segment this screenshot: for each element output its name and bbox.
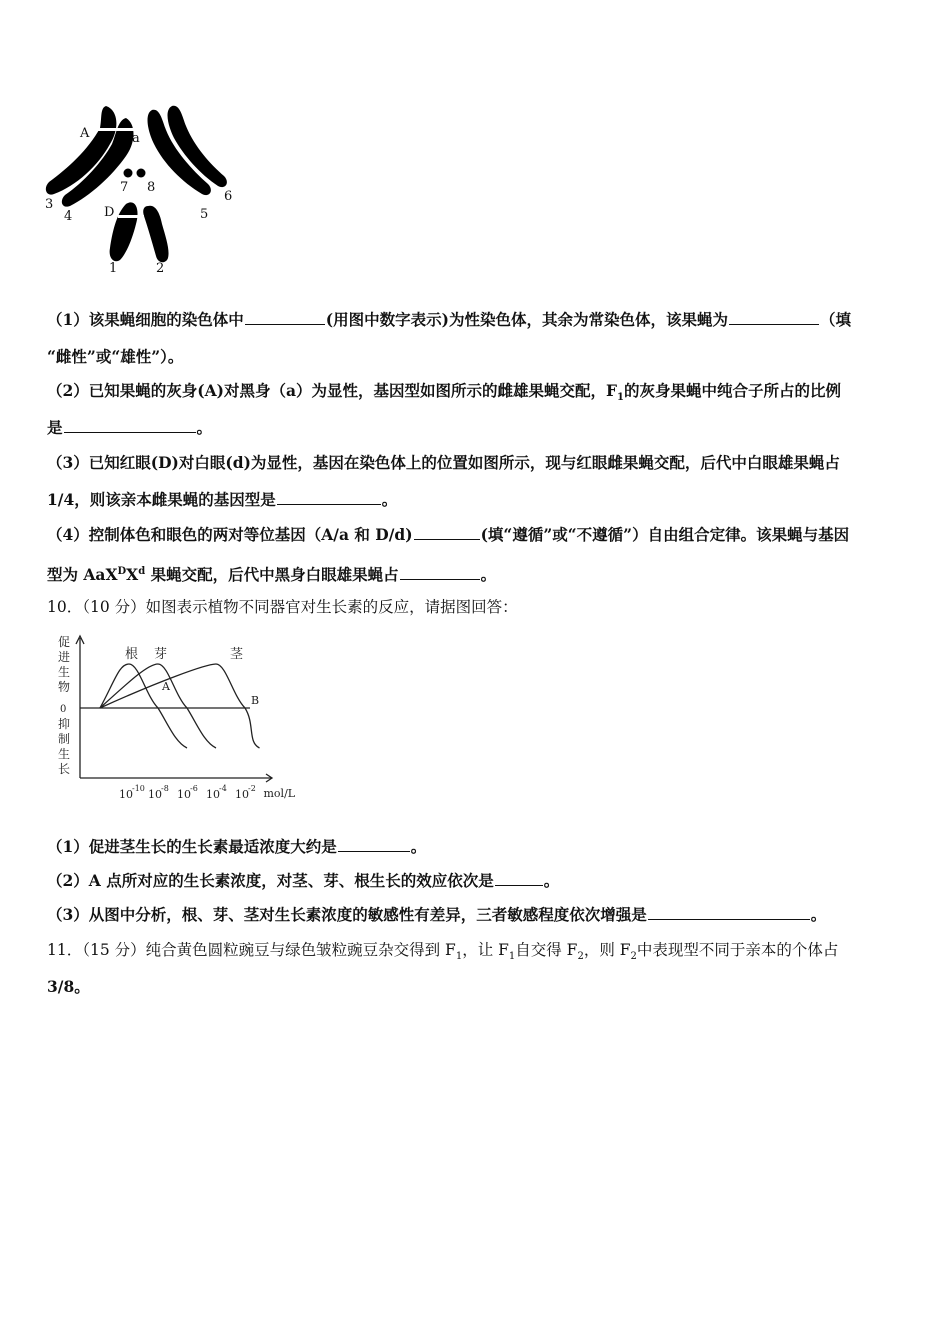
y-label-zero: 0 — [60, 704, 67, 715]
answer-blank[interactable] — [648, 904, 810, 920]
label-8: 8 — [147, 180, 156, 195]
y-label-inhibit-char: 生 — [58, 747, 71, 761]
q10-q2: （2）A 点所对应的生长素浓度，对茎、芽、根生长的效应依次是 。 — [47, 871, 560, 890]
label-D: D — [104, 205, 115, 220]
annotation-A: A — [162, 680, 170, 693]
y-label-promote-char: 生 — [58, 665, 71, 679]
series-label-bud: 芽 — [154, 647, 168, 662]
answer-blank[interactable] — [245, 309, 325, 325]
answer-blank[interactable] — [400, 564, 480, 580]
q9-p2-line1: （2）已知果蝇的灰身(A)对黑身（a）为显性，基因型如图所示的雌雄果蝇交配，$F_1$的灰身果蝇中纯合子所占的比例 — [47, 381, 842, 404]
x-tick-exponent: -10 — [132, 784, 145, 793]
answer-blank[interactable] — [64, 417, 196, 433]
x-tick-label: 10 — [119, 788, 133, 801]
answer-blank[interactable] — [277, 489, 381, 505]
x-tick-label: 10 — [148, 788, 162, 801]
label-2: 2 — [156, 261, 165, 276]
answer-blank[interactable] — [338, 836, 410, 852]
q10-header: 10．（10 分）如图表示植物不同器官对生长素的反应，请据图回答： — [47, 598, 518, 616]
series-label-root: 根 — [125, 647, 139, 662]
x-tick-exponent: -2 — [248, 784, 256, 793]
x-tick-exponent: -8 — [161, 784, 169, 793]
label-4: 4 — [64, 209, 73, 224]
label-5: 5 — [200, 207, 209, 222]
q9-p4-line1: （4）控制体色和眼色的两对等位基因（A/a 和 D/d) (填“遵循”或“不遵循”）自由组合定律。该果蝇与基因 — [47, 525, 850, 544]
chromosome-2 — [143, 206, 168, 263]
q9-p3-line2: 1/4，则该亲本雌果蝇的基因型是 。 — [47, 490, 398, 509]
y-label-inhibit-char: 抑 — [58, 717, 71, 731]
q9-p3-line1: （3）已知红眼(D)对白眼(d)为显性，基因在染色体上的位置如图所示，现与红眼雌果蝇交配，后代中白眼雄果蝇占 — [47, 453, 840, 472]
q9-p1-line1: （1）该果蝇细胞的染色体中 (用图中数字表示)为性染色体，其余为常染色体，该果蝇为 （填 — [47, 310, 851, 329]
chromosome-8 — [137, 169, 146, 178]
stem-curve — [100, 664, 260, 748]
x-unit-label: mol/L — [263, 787, 296, 800]
answer-blank[interactable] — [414, 524, 480, 540]
bud-curve — [100, 664, 216, 748]
y-label-promote-char: 进 — [58, 650, 71, 664]
label-1: 1 — [109, 261, 118, 276]
answer-blank[interactable] — [729, 309, 819, 325]
q10-q3: （3）从图中分析，根、芽、茎对生长素浓度的敏感性有差异，三者敏感程度依次增强是 。 — [47, 905, 827, 924]
q9-p1-line2: “雌性”或“雄性”）。 — [47, 347, 184, 366]
label-3: 3 — [45, 197, 54, 212]
x-tick-exponent: -4 — [219, 784, 227, 793]
label-A: A — [80, 126, 90, 141]
y-label-promote-char: 物 — [58, 680, 71, 694]
y-label-promote-char: 促 — [58, 635, 71, 649]
label-6: 6 — [224, 189, 233, 204]
annotation-B: B — [251, 694, 260, 707]
x-tick-label: 10 — [177, 788, 191, 801]
q10-q1: （1）促进茎生长的生长素最适浓度大约是 。 — [47, 837, 427, 856]
x-tick-label: 10 — [235, 788, 249, 801]
chromosome-figure — [40, 100, 240, 280]
y-label-inhibit-char: 长 — [58, 762, 71, 776]
chromosome-7 — [124, 169, 133, 178]
q9-p4-line2: 型为 $AaX^DX^d$ 果蝇交配，后代中黑身白眼雄果蝇占 。 — [47, 565, 497, 585]
series-label-stem: 茎 — [230, 647, 244, 662]
label-a: a — [132, 131, 140, 146]
y-label-inhibit-char: 制 — [58, 732, 71, 746]
auxin-chart — [50, 632, 296, 810]
x-tick-label: 10 — [206, 788, 220, 801]
label-7: 7 — [120, 180, 129, 195]
q11-line1: 11．（15 分）纯合黄色圆粒豌豆与绿色皱粒豌豆杂交得到 $F_1$，让 $F_1$自交得 $F_2$，则 $F_2$中表现型不同于亲本的个体占 — [47, 941, 839, 963]
q11-line2: 3/8。 — [47, 977, 90, 996]
chromosome-3 — [46, 106, 117, 195]
answer-blank[interactable] — [495, 870, 543, 886]
x-tick-exponent: -6 — [190, 784, 198, 793]
q9-p2-line2: 是 。 — [47, 418, 213, 437]
